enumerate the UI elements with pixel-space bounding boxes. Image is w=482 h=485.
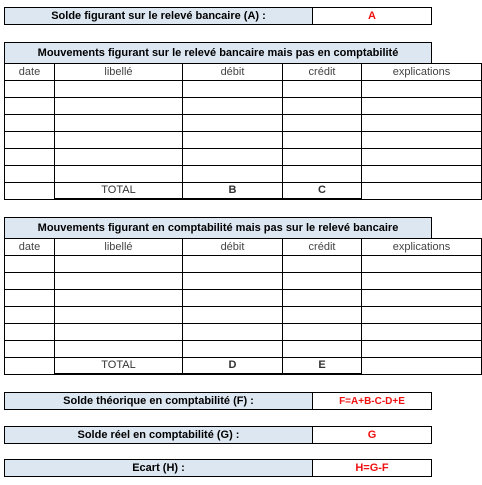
cell[interactable] (362, 324, 482, 341)
cell[interactable] (183, 290, 283, 307)
cell[interactable] (283, 149, 362, 166)
section2-total-row (54, 357, 362, 374)
column-header-credit: crédit (283, 64, 362, 81)
cell[interactable] (362, 115, 482, 132)
cell[interactable] (183, 98, 283, 115)
cell[interactable] (5, 290, 55, 307)
section1-table (4, 63, 482, 200)
cell[interactable] (283, 115, 362, 132)
cell[interactable] (5, 358, 55, 375)
cell[interactable] (362, 81, 482, 98)
column-header-explanations: explications (362, 239, 482, 256)
cell[interactable] (283, 256, 362, 273)
column-header-label: libellé (55, 64, 183, 81)
cell[interactable] (362, 341, 482, 358)
cell[interactable] (362, 358, 482, 375)
cell[interactable] (183, 256, 283, 273)
real-balance-label: Solde réel en comptabilité (G) : (4, 426, 313, 444)
cell[interactable] (283, 132, 362, 149)
cell[interactable] (55, 290, 183, 307)
debit-total-d[interactable]: D (183, 357, 283, 374)
cell[interactable] (183, 149, 283, 166)
section1-total-row (54, 182, 362, 199)
table-row[interactable] (5, 307, 482, 324)
credit-total-e[interactable]: E (283, 357, 362, 374)
cell[interactable] (55, 98, 183, 115)
column-header-debit: débit (183, 64, 283, 81)
column-header-label: libellé (55, 239, 183, 256)
column-header-debit: débit (183, 239, 283, 256)
table-row[interactable] (5, 132, 482, 149)
cell[interactable] (283, 341, 362, 358)
table-row[interactable] (5, 324, 482, 341)
credit-total-c[interactable]: C (283, 182, 362, 199)
cell[interactable] (183, 166, 283, 183)
cell[interactable] (5, 98, 55, 115)
gap-label: Ecart (H) : (4, 459, 313, 477)
cell[interactable] (283, 98, 362, 115)
cell[interactable] (5, 132, 55, 149)
section1-title: Mouvements figurant sur le relevé bancaire mais pas en comptabilité (4, 42, 432, 64)
total-label: TOTAL (55, 182, 183, 199)
cell[interactable] (362, 98, 482, 115)
cell[interactable] (5, 256, 55, 273)
cell[interactable] (283, 290, 362, 307)
cell[interactable] (183, 273, 283, 290)
cell[interactable] (55, 132, 183, 149)
cell[interactable] (5, 307, 55, 324)
cell[interactable] (55, 149, 183, 166)
cell[interactable] (283, 324, 362, 341)
cell[interactable] (55, 307, 183, 324)
table-row[interactable] (5, 149, 482, 166)
total-label: TOTAL (55, 357, 183, 374)
bank-balance-label: Solde figurant sur le relevé bancaire (A) : (4, 7, 313, 25)
cell[interactable] (55, 256, 183, 273)
cell[interactable] (55, 166, 183, 183)
cell[interactable] (55, 81, 183, 98)
cell[interactable] (5, 273, 55, 290)
cell[interactable] (183, 81, 283, 98)
gap-value[interactable]: H=G-F (312, 459, 432, 477)
debit-total-b[interactable]: B (183, 182, 283, 199)
cell[interactable] (5, 183, 55, 200)
table-row[interactable] (5, 98, 482, 115)
cell[interactable] (183, 307, 283, 324)
column-header-explanations: explications (362, 64, 482, 81)
column-header-date: date (5, 64, 55, 81)
cell[interactable] (55, 324, 183, 341)
cell[interactable] (362, 132, 482, 149)
table-row[interactable] (5, 81, 482, 98)
cell[interactable] (5, 115, 55, 132)
cell[interactable] (183, 341, 283, 358)
cell[interactable] (5, 149, 55, 166)
cell[interactable] (183, 115, 283, 132)
cell[interactable] (362, 183, 482, 200)
cell[interactable] (183, 324, 283, 341)
cell[interactable] (5, 324, 55, 341)
table-header-row (5, 239, 482, 256)
theoretical-balance-value[interactable]: F=A+B-C-D+E (312, 392, 432, 410)
cell[interactable] (362, 149, 482, 166)
cell[interactable] (55, 115, 183, 132)
cell[interactable] (283, 166, 362, 183)
table-row[interactable] (5, 115, 482, 132)
cell[interactable] (5, 166, 55, 183)
table-row[interactable] (5, 273, 482, 290)
cell[interactable] (362, 256, 482, 273)
theoretical-balance-label: Solde théorique en comptabilité (F) : (4, 392, 313, 410)
cell[interactable] (362, 307, 482, 324)
cell[interactable] (362, 290, 482, 307)
section2-title: Mouvements figurant en comptabilité mais pas sur le relevé bancaire (4, 217, 432, 239)
cell[interactable] (55, 341, 183, 358)
cell[interactable] (5, 81, 55, 98)
table-row[interactable] (5, 256, 482, 273)
section2-table (4, 238, 482, 375)
table-row[interactable] (5, 166, 482, 183)
cell[interactable] (362, 166, 482, 183)
table-header-row (5, 64, 482, 81)
cell[interactable] (55, 273, 183, 290)
table-row[interactable] (5, 290, 482, 307)
cell[interactable] (283, 307, 362, 324)
cell[interactable] (183, 132, 283, 149)
bank-balance-value[interactable]: A (312, 7, 432, 25)
cell[interactable] (362, 273, 482, 290)
column-header-date: date (5, 239, 55, 256)
table-row[interactable] (5, 341, 482, 358)
cell[interactable] (283, 81, 362, 98)
cell[interactable] (283, 273, 362, 290)
cell[interactable] (5, 341, 55, 358)
real-balance-value[interactable]: G (312, 426, 432, 444)
column-header-credit: crédit (283, 239, 362, 256)
